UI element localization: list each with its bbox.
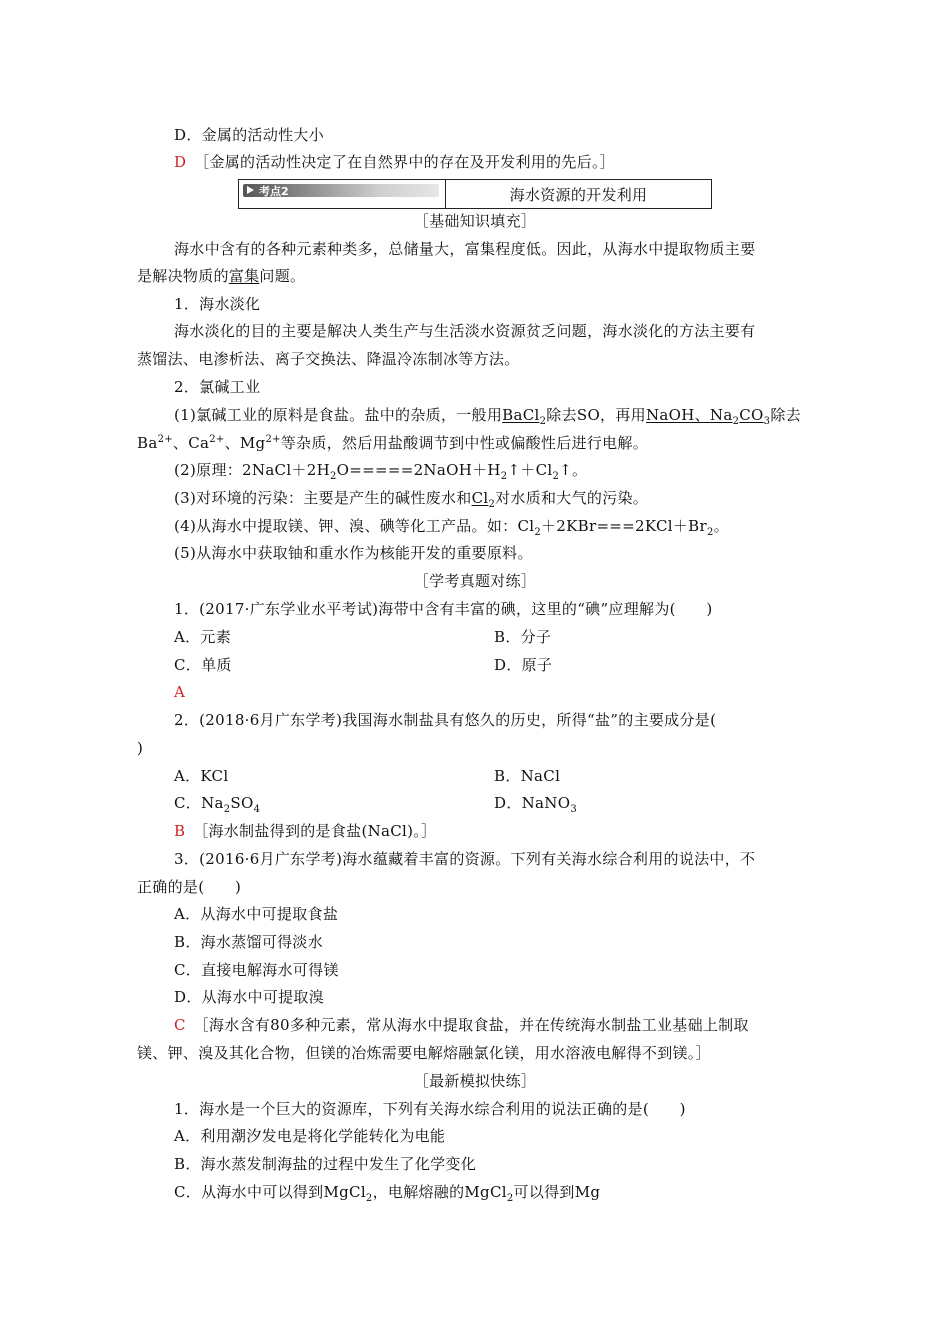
exam-q3-stem: 3．(2016·6月广东学考)海水蕴藏着丰富的资源。下列有关海水综合利用的说法中，不 [174, 850, 756, 868]
exam-q2-stem: 2．(2018·6月广东学考)我国海水制盐具有悠久的历史，所得“盐”的主要成分是( [174, 711, 717, 729]
exam-q2-option-a: A．KCl [174, 767, 229, 785]
exam-q3-answer [174, 1015, 749, 1035]
mock-q1-stem: 1．海水是一个巨大的资源库，下列有关海水综合利用的说法正确的是( ) [174, 1100, 686, 1118]
exam-q3-option-b: B．海水蒸馏可得淡水 [174, 933, 324, 951]
intro-line-2: 是解决物质的富集问题。 [137, 267, 306, 285]
exam-q3-option-a: A．从海水中可提取食盐 [174, 905, 339, 923]
answer-letter: B [174, 822, 186, 840]
chlor-alkali-item-2: (2)原理：$2NaCl+2H_2O=====2NaOH+H_2↑+Cl_2↑$。 [174, 461, 588, 482]
underlined-answer: 富集 [228, 267, 260, 285]
answer-explanation: ［金属的活动性决定了在自然界中的存在及开发利用的先后。］ [201, 153, 616, 171]
exam-q2-answer [174, 821, 436, 841]
answer-letter: D [174, 153, 187, 171]
desalination-line-1: 海水淡化的目的主要是解决人类生产与生活淡水资源贫乏问题，海水淡化的方法主要有 [174, 322, 756, 340]
chlor-alkali-item-5: (5)从海水中获取铀和重水作为核能开发的重要原料。 [174, 544, 533, 562]
chlor-alkali-item-4: (4)从海水中提取镁、钾、溴、碘等化工产品。如：$Cl_2+2KBr===2KCl+Br_2$。 [174, 517, 729, 538]
basics-heading: ［基础知识填充］ [413, 212, 537, 230]
prev-answer [174, 152, 615, 172]
subheading-chlor-alkali: 2．氯碱工业 [174, 378, 261, 396]
arrow-icon [247, 186, 254, 194]
exam-q3-stem-cont: 正确的是( ) [137, 878, 242, 896]
subheading-desalination: 1．海水淡化 [174, 295, 261, 313]
exam-heading: ［学考真题对练］ [413, 572, 537, 590]
underlined-answer: BaCl$_2$ [502, 406, 547, 427]
underlined-answer: $Cl_2$ [471, 489, 496, 510]
section-tag-banner [243, 184, 439, 197]
exam-q2-stem-cont: ) [137, 739, 144, 757]
answer-explanation: ［海水制盐得到的是食盐(NaCl)。］ [200, 822, 437, 840]
exam-q1-stem: 1．(2017·广东学业水平考试)海带中含有丰富的碘，这里的“碘”应理解为( ) [174, 600, 713, 618]
chlor-alkali-item-1: (1)氯碱工业的原料是食盐。盐中的杂质，一般用BaCl$_2$除去SO，再用NaOH、$Na_2CO_3$除去 [174, 406, 801, 427]
exam-q2-option-c: C．$Na_2SO_4$ [174, 794, 261, 815]
section-title: 海水资源的开发利用 [509, 186, 648, 204]
underlined-answer: NaOH、$Na_2CO_3$ [645, 406, 771, 427]
intro-line-1: 海水中含有的各种元素种类多，总储量大，富集程度低。因此，从海水中提取物质主要 [174, 240, 756, 258]
mock-q1-option-c: C．从海水中可以得到MgCl$_2$，电解熔融的MgCl$_2$可以得到Mg [174, 1183, 601, 1204]
exam-q2-option-d: D．NaNO$_3$ [494, 794, 577, 815]
prev-option-d: D．金属的活动性大小 [174, 126, 325, 144]
exam-q1-option-c: C．单质 [174, 656, 232, 674]
answer-explanation: ［海水含有80多种元素，常从海水中提取食盐，并在传统海水制盐工业基础上制取 [201, 1016, 749, 1034]
section-tag-label: 考点2 [259, 185, 289, 198]
exam-q1-answer: A [174, 683, 186, 701]
desalination-line-2: 蒸馏法、电渗析法、离子交换法、降温冷冻制冰等方法。 [137, 350, 520, 368]
exam-q2-option-b: B．NaCl [494, 767, 561, 785]
mock-q1-option-a: A．利用潮汐发电是将化学能转化为电能 [174, 1127, 446, 1145]
chlor-alkali-item-1-cont: $Ba^{2+}$、$Ca^{2+}$、$Mg^{2+}$等杂质，然后用盐酸调节到中性或偏酸性后进行电解。 [137, 434, 649, 452]
exam-q3-option-d: D．从海水中可提取溴 [174, 988, 325, 1006]
answer-letter: C [174, 1016, 186, 1034]
exam-q3-answer-cont: 镁、钾、溴及其化合物，但镁的冶炼需要电解熔融氯化镁，用水溶液电解得不到镁。］ [137, 1044, 711, 1062]
exam-q3-option-c: C．直接电解海水可得镁 [174, 961, 339, 979]
mock-heading: ［最新模拟快练］ [413, 1072, 537, 1090]
exam-q1-option-a: A．元素 [174, 628, 232, 646]
section-header-box [238, 179, 712, 209]
mock-q1-option-b: B．海水蒸发制海盐的过程中发生了化学变化 [174, 1155, 477, 1173]
chlor-alkali-item-3: (3)对环境的污染：主要是产生的碱性废水和$Cl_2$对水质和大气的污染。 [174, 489, 649, 510]
exam-q1-option-d: D．原子 [494, 656, 553, 674]
exam-q1-option-b: B．分子 [494, 628, 552, 646]
